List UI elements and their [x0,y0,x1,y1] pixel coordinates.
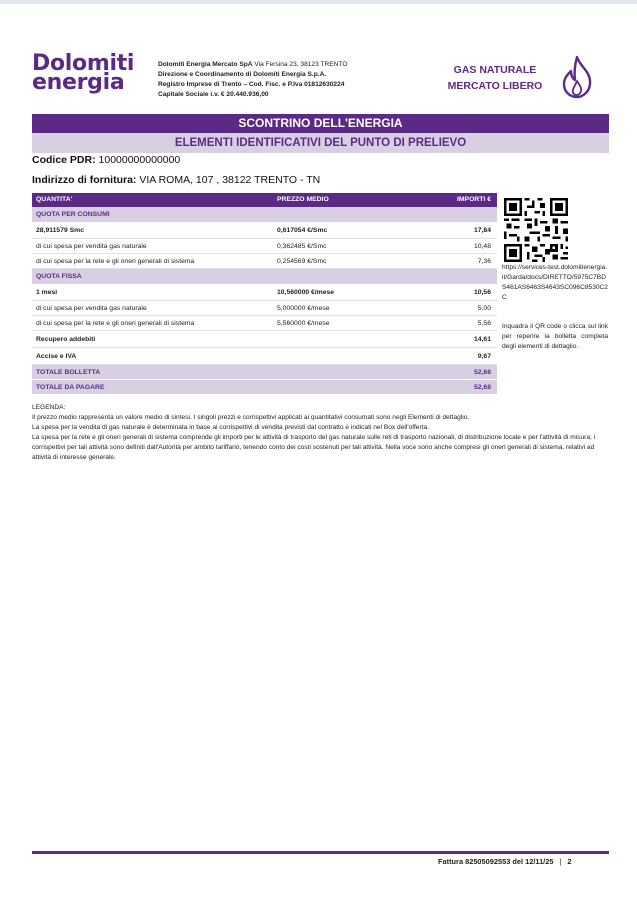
table-row [32,301,497,316]
section-label: QUOTA FISSA [36,273,82,280]
row-recupero-addebiti [32,331,497,348]
company-name: Dolomiti Energia Mercato SpA [158,61,253,68]
company-info [158,60,347,100]
row-amount: 7,36 [477,258,491,265]
logo-line2: energia [32,70,125,95]
row-amount: 14,61 [473,336,491,343]
qr-note: Inquadra il QR code o clicca sul link per reperire la bolletta completa degli elementi di dettaglio. [502,323,608,350]
page-footer [438,857,572,866]
pdr-value: 10000000000000 [95,154,181,166]
product-title [440,62,550,94]
row-desc: di cui spesa per la rete e gli oneri generali di sistema [36,258,195,265]
flame-icon [560,55,594,99]
table-header [32,193,497,207]
company-line4: Capitale Sociale i.v. € 20.440.936,00 [158,91,269,98]
legend-p1: Il prezzo medio rappresenta un valore medio di sintesi. I singoli prezzi e corrispettivi applicati ai quantitativi consumati sono negli Elementi di dettaglio. [32,414,470,421]
row-price: 0,362485 €/Smc [277,243,327,250]
row-totale-da-pagare [32,380,497,395]
table-row [32,254,497,269]
legend [32,403,610,463]
section-quota-consumi [32,207,497,222]
dolomiti-energia-logo [32,51,135,95]
table-row [32,239,497,254]
row-amount: 10,56 [473,289,491,296]
company-line1 [158,60,347,70]
product-line1: GAS NATURALE [453,64,537,76]
row-amount: 52,68 [473,384,491,391]
row-desc: TOTALE DA PAGARE [36,384,105,391]
row-desc: di cui spesa per vendita gas naturale [36,243,147,250]
section-quota-fissa [32,269,497,284]
pdr-code [32,154,180,166]
logo-line1: Dolomiti [32,51,135,76]
row-price: 5,560000 €/mese [277,320,330,327]
row-price: 0,617054 €/Smc [277,227,328,234]
row-amount: 52,68 [473,369,491,376]
row-price: 0,254569 €/Smc [277,258,327,265]
row-desc: di cui spesa per la rete e gli oneri generali di sistema [36,320,195,327]
section-title-scontrino: SCONTRINO DELL'ENERGIA [32,114,609,133]
section-label: QUOTA PER CONSUMI [36,211,110,218]
legend-p2: La spesa per la vendita di gas naturale è determinata in base ai corrispettivi di vendita previsti dal contratto e indicati nel Box dell'offerta. [32,424,429,431]
row-desc: Recupero addebiti [36,336,96,343]
row-price: 5,000000 €/mese [277,305,330,312]
row-amount: 17,84 [473,227,491,234]
legend-p3: La spesa per la rete e gli oneri generali di sistema comprende gli importi per le attività di trasporto del gas naturale sulle reti di trasporto nazionali, di distribuzione locale e per l'attività di misura; i corrispettivi per tali attività sono definiti dall'Autorità per ambito tariffario, tenendo conto dei costi sostenuti per tali attività. Nella voce sono anche compresi gli oneri generali di sistema, relativi ad attività di interesse generale. [32,434,596,461]
footer-divider [32,851,609,854]
row-amount: 5,56 [477,320,491,327]
row-amount: 10,48 [473,243,491,250]
row-price: 10,560000 €/mese [277,289,335,296]
supply-address [32,174,320,186]
footer-separator: | [559,857,562,866]
energy-receipt-table [32,193,497,395]
row-desc: 28,911579 Smc [36,227,84,234]
header-quantity: QUANTITA' [36,196,73,203]
row-desc: 1 mesi [36,289,58,296]
company-address: Via Fersina 23, 38123 TRENTO [252,61,348,68]
header-amount: IMPORTI € [457,196,491,203]
table-row [32,222,497,239]
address-value: VIA ROMA, 107 , 38122 TRENTO - TN [136,174,321,186]
page-number: 2 [567,857,572,866]
product-line2: MERCATO LIBERO [447,80,543,92]
qr-code[interactable] [504,198,568,262]
row-accise-iva [32,348,497,365]
address-label: Indirizzo di fornitura: [32,174,137,186]
company-line3: Registro Imprese di Trento – Cod. Fisc. e P.Iva 01812630224 [158,81,345,88]
row-desc: TOTALE BOLLETTA [36,369,101,376]
company-line2: Direzione e Coordinamento di Dolomiti Energia S.p.A. [158,71,327,78]
row-amount: 9,67 [477,353,491,360]
table-row [32,316,497,331]
legend-title: LEGENDA: [32,404,66,411]
row-totale-bolletta [32,365,497,380]
qr-link[interactable]: https://services-test.dolomitienergia.it/Garda/docs/DIRETTO/5975C7BDS461AS6463S4643SC096C8530C2C [502,264,608,301]
row-amount: 5,00 [477,305,491,312]
row-desc: Accise e IVA [36,353,77,360]
table-row [32,284,497,301]
pdr-label: Codice PDR: [32,154,96,166]
row-desc: di cui spesa per vendita gas naturale [36,305,147,312]
header-price: PREZZO MEDIO [277,196,329,203]
invoice-reference: Fattura 82505092553 del 12/11/25 [438,857,554,866]
section-title-punto-prelievo: ELEMENTI IDENTIFICATIVI DEL PUNTO DI PRELIEVO [32,133,609,153]
